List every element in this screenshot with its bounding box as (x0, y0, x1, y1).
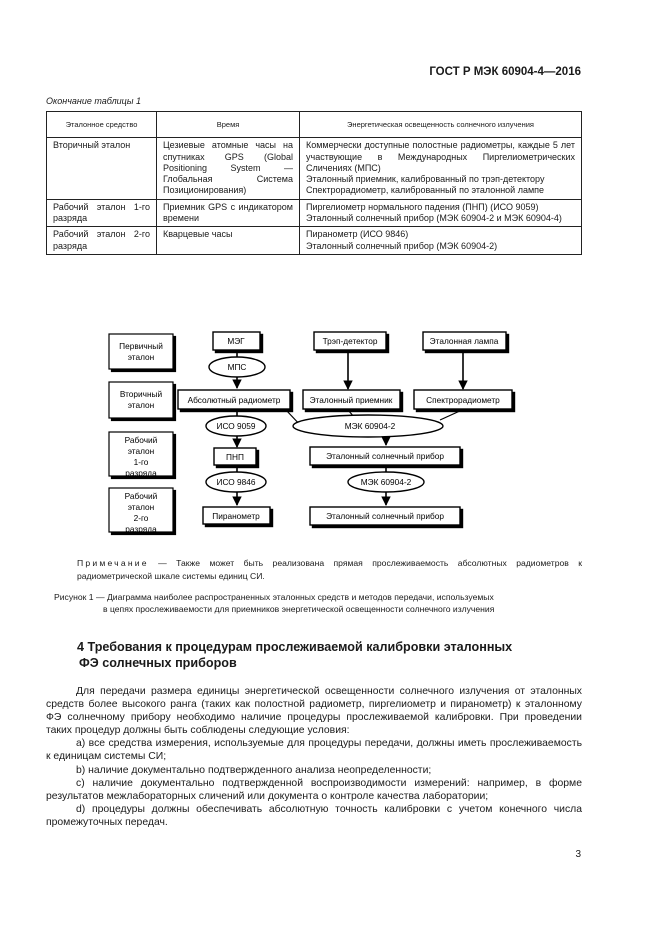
list-item: b) наличие документально подтвержденного анализа неопределенности; (76, 764, 432, 776)
level-box-working-2 (109, 488, 173, 534)
level-box-working-1 (109, 432, 173, 478)
ellipse-iso-9846 (206, 472, 266, 492)
cell-line: Эталонный солнечный прибор (МЭК 60904-2) (306, 240, 498, 251)
figure-label: Рисунок 1 — (54, 592, 105, 602)
note-label: Примечание (77, 558, 149, 568)
level-label-word: эталон (127, 400, 155, 410)
paragraph: Для передачи размера единицы энергетической освещенности солнечного излучения от эталонных средств более высокого ранга (таких как полостной радиометр, пиргелиометр и пиранометр) к эталонному ФЭ солнечному прибору необходимо наличие процедуры прослеживаемой калибровки. При проведении таких процедур должны быть соблюдены следующие условия: (46, 686, 582, 737)
level-label-word: разряда (125, 468, 157, 478)
document-code: ГОСТ Р МЭК 60904-4—2016 (429, 66, 581, 78)
section-number: 4 (77, 640, 85, 654)
level-box-primary (109, 334, 173, 369)
svg-text:Эталонный солнечный прибор: Эталонный солнечный прибор (326, 511, 444, 521)
svg-text:Эталонная лампа: Эталонная лампа (429, 336, 499, 346)
ellipse-mps (209, 357, 265, 377)
level-label-word: эталон (127, 502, 155, 512)
section-title-line-2: ФЭ солнечных приборов (79, 656, 237, 670)
svg-text:ИСО 9846: ИСО 9846 (216, 477, 256, 487)
cell-time: Цезиевые атомные часы на спутниках GPS (Global Positioning System — Глобальная Система Позиционирования) (157, 138, 300, 199)
level-box-secondary (109, 382, 173, 418)
svg-text:Эталонный солнечный прибор: Эталонный солнечный прибор (326, 451, 444, 461)
cell-line: Пиранометр (ИСО 9846) (306, 229, 409, 240)
section-heading (77, 639, 582, 671)
page-number: 3 (575, 849, 581, 860)
svg-text:МЭК 60904-2: МЭК 60904-2 (360, 477, 412, 487)
box-spectroradiometer (414, 390, 512, 409)
level-label-word: Рабочий (124, 491, 158, 501)
level-label-word: Рабочий (124, 435, 158, 445)
table-caption: Окончание таблицы 1 (46, 96, 141, 106)
box-reference-lamp (423, 332, 506, 350)
connector (440, 410, 462, 420)
svg-text:Эталонный приемник: Эталонный приемник (309, 395, 393, 405)
box-solar-device-2 (310, 507, 460, 525)
svg-text:ИСО 9059: ИСО 9059 (216, 421, 256, 431)
svg-text:Спектрорадиометр: Спектрорадиометр (426, 395, 500, 405)
svg-text:Абсолютный радиометр: Абсолютный радиометр (187, 395, 281, 405)
level-label-word: эталон (127, 446, 155, 456)
cell-standard: Вторичный эталон (47, 138, 157, 199)
box-pyranometer (203, 507, 270, 524)
list-item: c) наличие документально подтвержденной воспроизводимости измерений: например, в форме результатов межлабораторных сличений или документа о контроле качества лаборатории; (46, 777, 582, 802)
column-header: Энергетическая освещенность солнечного излучения (300, 112, 582, 138)
cell-time: Приемник GPS с индикатором времени (157, 199, 300, 227)
figure-caption (54, 592, 582, 615)
box-meg (213, 332, 260, 350)
cell-line: Эталонный приемник, калиброванный по трэп-детектору (306, 174, 545, 185)
svg-text:МЭК 60904-2: МЭК 60904-2 (344, 421, 396, 431)
box-pnp (214, 448, 256, 465)
figure-note (77, 557, 582, 583)
list-item: d) процедуры должны обеспечивать абсолютную точность калибровки с учетом конечного числа промежуточных передач. (46, 803, 582, 828)
ellipse-iec-60904-2-b (348, 472, 424, 492)
cell-line: Спектрорадиометр, калиброванный по эталонной лампе (306, 185, 545, 196)
svg-text:Трэп-детектор: Трэп-детектор (322, 336, 378, 346)
level-label-word: 2-го (133, 513, 149, 523)
cell-line: Эталонный солнечный прибор (МЭК 60904-2 и МЭК 60904-4) (306, 213, 562, 224)
box-solar-device-1 (310, 447, 460, 465)
ellipse-iso-9059 (206, 416, 266, 436)
level-label-word: разряда (125, 524, 157, 534)
level-label-word: Первичный (119, 341, 163, 351)
level-label-word: Вторичный (119, 389, 163, 399)
cell-line: Пиргелиометр нормального падения (ПНП) (ИСО 9059) (306, 201, 539, 212)
svg-text:МЭГ: МЭГ (227, 336, 245, 346)
column-header: Эталонное средство (47, 112, 157, 138)
cell-time: Кварцевые часы (157, 227, 300, 255)
note-text: — Также может быть реализована прямая прослеживаемость абсолютных радиометров к радиометрической шкале системы единиц СИ. (77, 558, 582, 581)
cell-standard: Рабочий эталон 2-го разряда (47, 227, 157, 255)
svg-text:ПНП: ПНП (226, 452, 244, 462)
cell-line: Коммерчески доступные полостные радиометры, каждые 5 лет участвующие в Международных Пиргелиометрических Сличениях (МПС) (306, 140, 575, 173)
section-title-line-1: Требования к процедурам прослеживаемой калибровки эталонных (87, 640, 513, 654)
svg-text:Пиранометр: Пиранометр (212, 511, 260, 521)
section-body (46, 685, 582, 829)
column-header: Время (157, 112, 300, 138)
figure-line-2: в цепях прослеживаемости для приемников энергетической освещенности солнечного излучения (103, 603, 495, 614)
box-reference-receiver (303, 390, 400, 409)
svg-text:МПС: МПС (227, 362, 247, 372)
level-label-word: эталон (127, 352, 155, 362)
box-absolute-radiometer (178, 390, 290, 409)
figure-line-1: Диаграмма наиболее распространенных эталонных средств и методов передачи, используемых (106, 592, 494, 602)
box-trap-detector (314, 332, 386, 350)
level-label-word: 1-го (133, 457, 149, 467)
cell-standard: Рабочий эталон 1-го разряда (47, 199, 157, 227)
list-item: а) все средства измерения, используемые для процедуры передачи, должны иметь прослеживаемость к единицам системы СИ; (46, 738, 582, 763)
ellipse-iec-60904-2-a (293, 415, 443, 437)
